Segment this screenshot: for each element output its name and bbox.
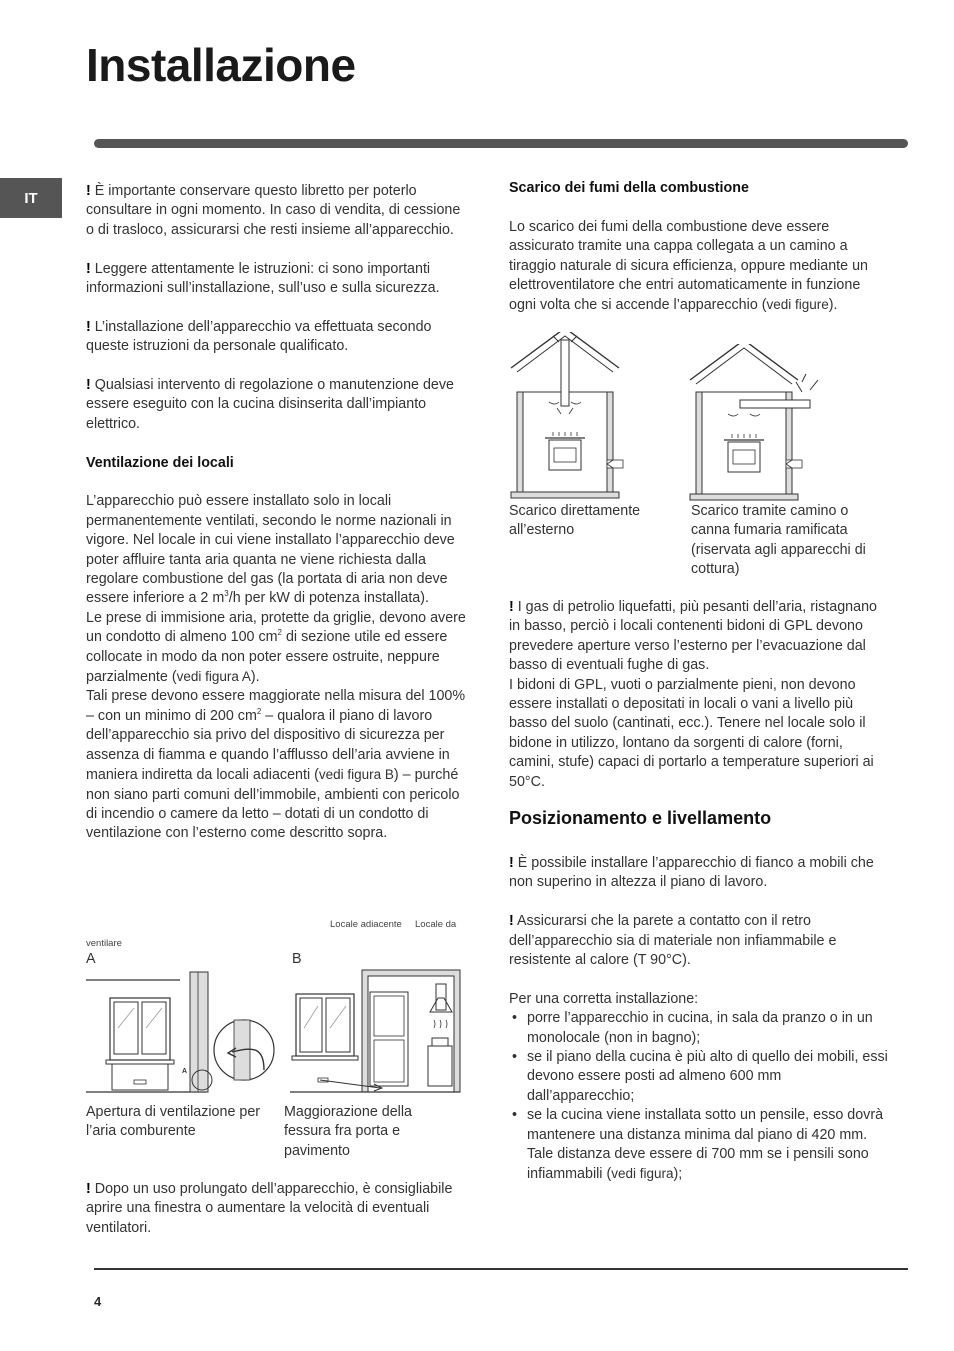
- footer-rule: [94, 1268, 908, 1270]
- list-item: • porre l’apparecchio in cucina, in sala da pranzo o in un monolocale (non in bagno);: [509, 1009, 889, 1048]
- figure-a-small-label: A: [182, 1068, 188, 1075]
- list-item: • se la cucina viene installata sotto un pensile, esso dovrà mantenere una distanza minima dal piano di 420 mm. Tale distanza deve essere di 700 mm se i pensili sono infiammabili (vedi figura);: [509, 1106, 889, 1185]
- ventilation-paragraph-1: L’apparecchio può essere installato solo in locali permanentemente ventilati, secondo le norme nazionali in vigore. Nel locale in cui viene installato l’apparecchio deve poter affluire tanta aria quanta ne viene richiesta dalla regolare combustione del gas (la portata di aria non deve essere inferiore a 2 $m^3/h$ per kW di potenza installata).: [86, 493, 455, 607]
- ventilation-heading: Ventilazione dei locali: [86, 454, 234, 471]
- left-column: [86, 182, 468, 844]
- fumes-figure-flue: [688, 344, 828, 504]
- caption-fumes-direct: Scarico direttamente all’esterno: [509, 503, 641, 539]
- caption-fumes-flue: Scarico tramite camino o canna fumaria ramificata (riservata agli apparecchi di cottura): [691, 503, 866, 578]
- gpl-paragraph-1: ! I gas di petrolio liquefatti, più pesanti dell’aria, ristagnano in basso, perciò i locali contenenti bidoni di GPL devono prevedere aperture verso l’esterno per l’evacuazione dal basso di eventuali fughe di gas.: [509, 599, 877, 674]
- warning-mark: !: [86, 260, 91, 277]
- warning-mark: !: [86, 183, 91, 199]
- positioning-paragraph-2: ! Assicurarsi che la parete a contatto con il retro dell’apparecchio sia di materiale non infiammabile e resistente al calore (T 90°C).: [509, 913, 837, 969]
- list-item: • se il piano della cucina è più alto di quello dei mobili, essi devono essere posti ad almeno 600 mm dall’apparecchio;: [509, 1048, 889, 1106]
- installation-intro: Per una corretta installazione:: [509, 990, 699, 1007]
- warning-mark: !: [86, 318, 91, 335]
- figure-label-adjacent: Locale adiacente: [330, 919, 402, 930]
- fumes-paragraph: Lo scarico dei fumi della combustione deve essere assicurato tramite una cappa collegata a un camino a tiraggio naturale di sicura efficienza, oppure mediante un elettroventilatore che entri automaticamente in funzione ogni volta che si accende l’apparecchio (vedi figure).: [509, 218, 868, 314]
- installation-list: [509, 1009, 889, 1185]
- fumes-figure-direct: [509, 332, 624, 502]
- intro-paragraph-2: ! Leggere attentamente le istruzioni: ci sono importanti informazioni sull’installazione, sull’uso e sulla sicurezza.: [86, 260, 440, 297]
- positioning-section: [509, 806, 889, 1185]
- fumes-section: [509, 179, 887, 316]
- caption-figure-a: Apertura di ventilazione per l’aria comburente: [86, 1104, 261, 1140]
- page-title: Installazione: [86, 39, 356, 91]
- figure-b-letter: B: [292, 951, 302, 967]
- intro-paragraph-3: ! L’installazione dell’apparecchio va effettuata secondo queste istruzioni da personale qualificato.: [86, 318, 432, 355]
- positioning-paragraph-1: ! È possibile installare l’apparecchio di fianco a mobili che non superino in altezza il piano di lavoro.: [509, 855, 874, 891]
- page-number: 4: [94, 1294, 102, 1309]
- gpl-section: [509, 598, 889, 792]
- figure-label-from: Locale da: [415, 919, 457, 930]
- warning-mark: !: [509, 913, 514, 930]
- language-tab: IT: [0, 178, 62, 218]
- warning-mark: !: [86, 377, 91, 394]
- warning-mark: !: [509, 599, 514, 615]
- ventilation-paragraph-2: Le prese di immisione aria, protette da griglie, devono avere un condotto di almeno 100 $cm^2$ di sezione utile ed essere collocate in modo da non poter essere ostruite, neppure parzialmente (vedi figura A).: [86, 609, 466, 686]
- positioning-heading: Posizionamento e livellamento: [509, 808, 772, 828]
- fumes-heading: Scarico dei fumi della combustione: [509, 180, 749, 196]
- intro-paragraph-1: ! È importante conservare questo libretto per poterlo consultare in ogni momento. In caso di vendita, di cessione o di trasloco, assicurarsi che resti insieme all’apparecchio.: [86, 183, 461, 238]
- gpl-paragraph-2: I bidoni di GPL, vuoti o parzialmente pieni, non devono essere installati o depositati in locali o vani a livello più basso del suolo (cantinati, ecc.). Tenere nel locale solo il bidone in utilizzo, lontano da sorgenti di calore (forni, camini, stufe) capaci di portarlo a temperature superiori ai 50°C.: [509, 676, 874, 790]
- header-rule: [94, 139, 908, 148]
- figure-label-vent: ventilare: [86, 938, 122, 949]
- warning-mark: !: [509, 855, 514, 871]
- ventilation-figure-b: [290, 968, 465, 1096]
- ventilation-paragraph-3: Tali prese devono essere maggiorate nella misura del 100% – con un minimo di 200 $cm^2$ – qualora il piano di lavoro dell’apparecchio sia privo del dispositivo di sicurezza per assenza di fiamma e quando l’afflusso dell’aria avviene in maniera indiretta da locali adiacenti (vedi figura B) – purché non siano parti comuni dell’immobile, ambienti con pericolo di incendio o camere da letto – dotati di un condotto di ventilazione con l’esterno come descritto sopra.: [86, 688, 466, 842]
- intro-paragraph-4: ! Qualsiasi intervento di regolazione o manutenzione deve essere eseguito con la cucina disinserita dall’impianto elettrico.: [86, 377, 454, 432]
- ventilation-figure-a: [86, 968, 286, 1096]
- figure-a-letter: A: [86, 951, 96, 967]
- warning-mark: !: [86, 1181, 91, 1197]
- final-warning-paragraph: ! Dopo un uso prolungato dell’apparecchio, è consigliabile aprire una finestra o aumentare la velocità di eventuali ventilatori.: [86, 1181, 453, 1236]
- caption-figure-b: Maggiorazione della fessura fra porta e pavimento: [284, 1104, 412, 1159]
